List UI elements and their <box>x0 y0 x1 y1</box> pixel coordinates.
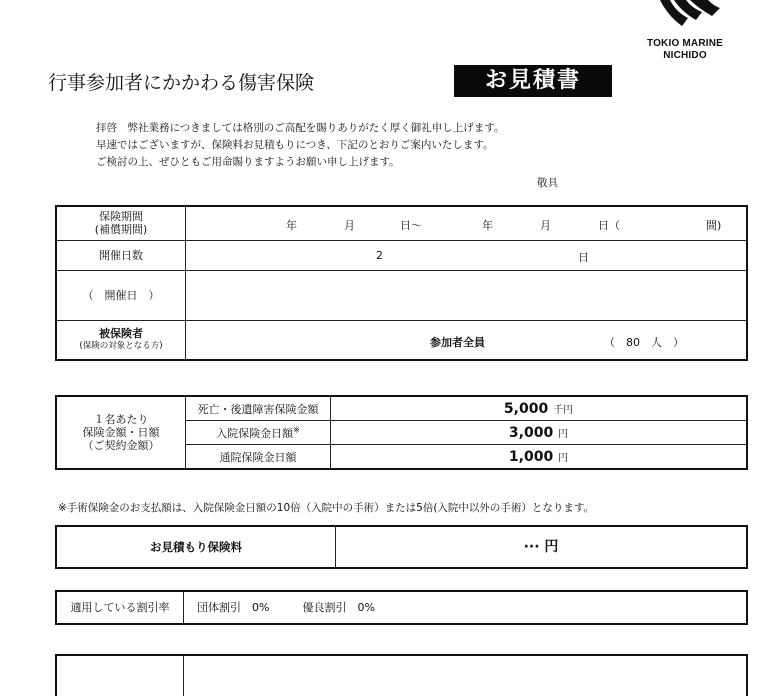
insured-label-sub: (保険の対象となる方) <box>79 340 163 351</box>
company-logo <box>630 0 740 70</box>
period-interval: 間) <box>706 219 722 232</box>
table-row <box>56 206 747 240</box>
days-value-cell <box>186 240 748 270</box>
insured-count: （ 80 人 ） <box>604 335 684 349</box>
surgery-note: ※手術保険金のお支払額は、入院保険金日額の10倍（入院中の手術）または5倍(入院中以外の手術）となります。 <box>58 502 595 514</box>
period-value <box>186 206 748 240</box>
premium-label: お見積もり保険料 <box>57 527 336 567</box>
coverage-item-amount: 5,000 千円 <box>331 396 748 421</box>
table-row <box>56 320 747 360</box>
coverage-table <box>55 395 748 470</box>
premium-box <box>55 525 748 569</box>
period-year-start: 年 <box>286 219 297 232</box>
coverage-label-line: （ご契約金額） <box>82 439 160 452</box>
coverage-item-name: 入院保険金日額※ <box>186 421 331 445</box>
coverage-item-amount: 1,000 円 <box>331 445 748 470</box>
closing-text: 敬具 <box>537 177 558 189</box>
greeting-line: 拝啓 弊社業務につきましては格別のご高配を賜りありがたく厚く御礼申し上げます。 <box>96 122 505 134</box>
discount-value: 団体割引 0% 優良割引 0% <box>197 601 375 614</box>
greeting-text <box>96 120 504 171</box>
coverage-label-line: １名あたり <box>93 413 149 426</box>
discount-box <box>55 590 748 625</box>
days-unit: 日 <box>578 250 589 264</box>
logo-text-line1: TOKIO MARINE <box>646 38 724 49</box>
table-row <box>56 240 747 270</box>
coverage-label-line: 保険金額・日額 <box>82 426 160 439</box>
logo-mark-icon <box>630 0 740 36</box>
premium-value: ··· 円 <box>523 539 559 555</box>
quote-label: お見積書 <box>454 65 612 97</box>
insurance-info-table <box>55 205 748 361</box>
period-year-end: 年 <box>482 219 493 232</box>
insured-value: 参加者全員 <box>430 335 485 349</box>
period-label-main: 保険期間 <box>99 210 143 224</box>
next-section-box <box>55 654 748 696</box>
coverage-item-amount: 3,000 円 <box>331 421 748 445</box>
days-value: 2 <box>376 248 383 262</box>
insured-label <box>56 320 186 360</box>
coverage-label <box>56 396 186 469</box>
table-row <box>56 270 747 320</box>
period-month-start: 月 <box>344 219 355 232</box>
coverage-item-name: 通院保険金日額 <box>186 445 331 470</box>
period-day-start: 日～ <box>400 219 422 232</box>
dates-label: （ 開催日 ） <box>56 270 186 320</box>
insured-value-cell <box>186 320 748 360</box>
logo-text-line2: NICHIDO <box>663 50 707 61</box>
document-title: 行事参加者にかかわる傷害保険 <box>48 72 315 94</box>
coverage-item-name: 死亡・後遺障害保険金額 <box>186 396 331 421</box>
greeting-line: 早速ではございますが、保険料お見積もりにつき、下記のとおりご案内いたします。 <box>96 139 494 151</box>
days-label: 開催日数 <box>56 240 186 270</box>
dates-value <box>186 270 748 320</box>
discount-label: 適用している割引率 <box>57 592 184 623</box>
insured-label-main: 被保険者 <box>99 326 143 340</box>
next-section-label <box>57 656 184 696</box>
greeting-line: ご検討の上、ぜひともご用命賜りますようお願い申し上げます。 <box>96 156 400 168</box>
period-month-end: 月 <box>540 219 551 232</box>
period-day-end: 日（ <box>598 219 620 232</box>
table-row <box>56 396 747 421</box>
period-label-sub: (補償期間) <box>94 223 148 237</box>
period-label <box>56 206 186 240</box>
